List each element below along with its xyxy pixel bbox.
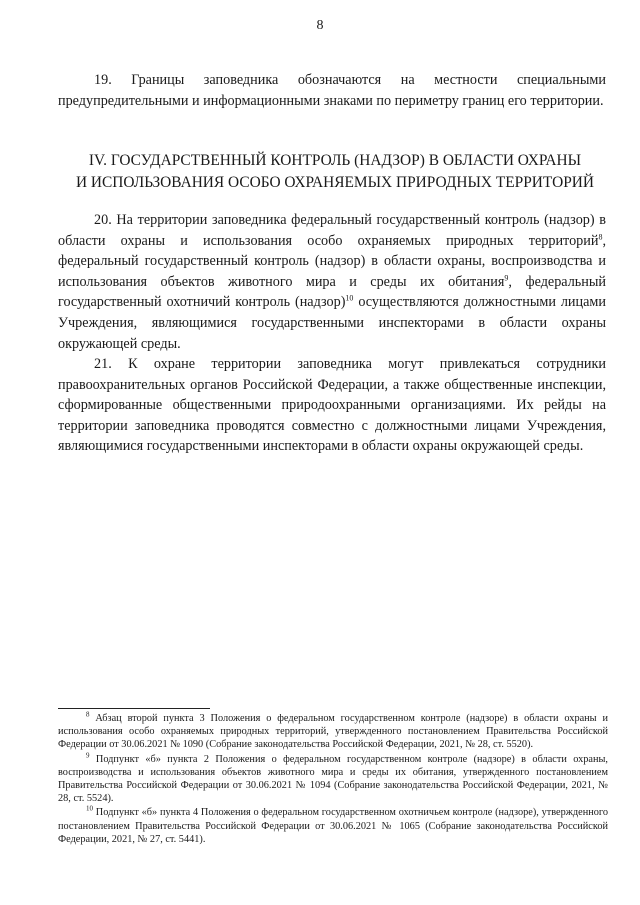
footnote-text: Подпункт «б» пункта 2 Положения о федеральном государственном контроле (надзоре) в области охраны, воспроизводства и использования объектов животного мира и среды их обитания, утвержденного постановлением Правительства Российской Федерации от 30.06.2021 № 1094 (Собрание законодательства Российской Федерации, 2021, № 28, ст. 5524). xyxy=(58,753,608,805)
footnote-ref-10: 10 xyxy=(345,293,354,303)
section-heading xyxy=(40,150,630,193)
paragraph-20-text-1: 20. На территории заповедника федеральный государственный контроль (надзор) в области охраны и использования особо охраняемых природных территорий xyxy=(58,212,606,249)
footnotes xyxy=(58,712,608,847)
footnote-ref-8: 8 xyxy=(598,231,603,241)
footnote-8 xyxy=(58,712,608,752)
paragraph-20-text-4: осуществляются должностными лицами Учреждения, являющимися государственными инспекторами в области охраны окружающей среды. xyxy=(58,294,606,352)
page-number: 8 xyxy=(316,18,324,33)
paragraph-21: 21. К охране территории заповедника могут привлекаться сотрудники правоохранительных органов Российской Федерации, а также общественные инспекции, сформированные общественными природоохранными организациями. Их рейды на территории заповедника проводятся совместно с должностными лицами Учреждения, являющимися государственными инспекторами в области охраны окружающей среды. xyxy=(58,356,606,455)
paragraph-20 xyxy=(58,210,606,354)
footnote-text: Абзац второй пункта 3 Положения о федеральном государственном контроле (надзоре) в области охраны и использования особо охраняемых природных территорий, утвержденного постановлением Правительства Российской Федерации от 30.06.2021 № 1090 (Собрание законодательства Российской Федерации, 2021, № 28, ст. 5520). xyxy=(58,713,608,751)
footnote-ref-9: 9 xyxy=(504,273,509,283)
footnote-separator xyxy=(58,708,210,709)
footnote-9 xyxy=(58,753,608,806)
footnote-text: Подпункт «б» пункта 4 Положения о федеральном государственном охотничьем контроле (надзоре), утвержденного постановлением Правительства Российской Федерации от 30.06.2021 № 1065 (Собрание законодательства Российской Федерации, 2021, № 27, ст. 5441). xyxy=(58,807,608,845)
footnote-number: 9 xyxy=(86,751,90,760)
footnote-10 xyxy=(58,806,608,846)
paragraph-20-text-3: , федеральный государственный охотничий контроль (надзор) xyxy=(58,273,606,311)
section-heading-line-1: IV. ГОСУДАРСТВЕННЫЙ КОНТРОЛЬ (НАДЗОР) В ОБЛАСТИ ОХРАНЫ xyxy=(88,152,582,169)
paragraph-19: 19. Границы заповедника обозначаются на местности специальными предупредительными и информационными знаками по периметру границ его территории. xyxy=(58,72,606,109)
footnote-number: 10 xyxy=(86,805,93,813)
section-heading-line-2: И ИСПОЛЬЗОВАНИЯ ОСОБО ОХРАНЯЕМЫХ ПРИРОДНЫХ ТЕРРИТОРИЙ xyxy=(75,173,595,191)
footnote-number: 8 xyxy=(86,710,90,719)
paragraph-20-text-2: , федеральный государственный контроль (надзор) в области охраны, воспроизводства и использования объектов животного мира и среды их обитания xyxy=(58,232,606,290)
